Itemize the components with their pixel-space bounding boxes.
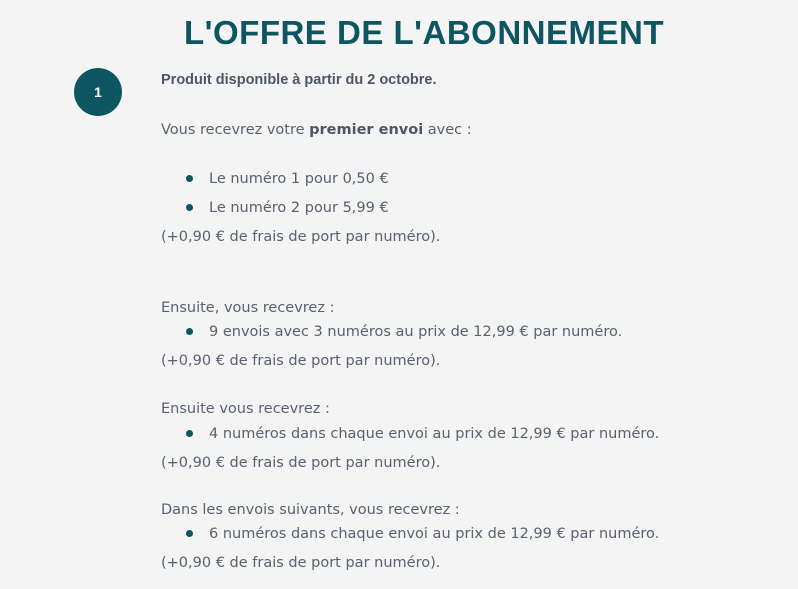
section-intro: Ensuite, vous recevrez : bbox=[161, 300, 335, 316]
list-item bbox=[186, 524, 659, 544]
page-title: L'OFFRE DE L'ABONNEMENT bbox=[183, 14, 664, 51]
shipping-note: (+0,90 € de frais de port par numéro). bbox=[161, 353, 441, 369]
first-shipment-intro-prefix: Vous recevrez votre bbox=[161, 122, 310, 138]
bullet-icon bbox=[186, 530, 193, 537]
list-item-text: 9 envois avec 3 numéros au prix de 12,99 € par numéro. bbox=[209, 324, 623, 340]
list-item bbox=[186, 169, 389, 189]
list-item-text: 4 numéros dans chaque envoi au prix de 12,99 € par numéro. bbox=[209, 426, 660, 442]
bullet-icon bbox=[186, 430, 193, 437]
shipping-note: (+0,90 € de frais de port par numéro). bbox=[161, 229, 441, 245]
bullet-icon bbox=[186, 175, 193, 182]
list-item bbox=[186, 198, 389, 218]
shipping-note: (+0,90 € de frais de port par numéro). bbox=[161, 455, 441, 471]
section-intro: Dans les envois suivants, vous recevrez : bbox=[161, 502, 460, 518]
step-number-badge: 1 bbox=[74, 68, 122, 116]
list-item-text: Le numéro 2 pour 5,99 € bbox=[209, 200, 389, 216]
first-shipment-intro-bold: premier envoi bbox=[309, 122, 424, 138]
list-item-text: Le numéro 1 pour 0,50 € bbox=[209, 171, 389, 187]
list-item-text: 6 numéros dans chaque envoi au prix de 12,99 € par numéro. bbox=[209, 526, 660, 542]
first-shipment-intro-suffix: avec : bbox=[423, 122, 472, 138]
availability-note: Produit disponible à partir du 2 octobre. bbox=[161, 72, 437, 88]
bullet-icon bbox=[186, 328, 193, 335]
list-item bbox=[186, 322, 622, 342]
list-item bbox=[186, 424, 659, 444]
shipping-note: (+0,90 € de frais de port par numéro). bbox=[161, 555, 441, 571]
section-intro: Ensuite vous recevrez : bbox=[161, 401, 330, 417]
first-shipment-intro bbox=[161, 120, 472, 140]
bullet-icon bbox=[186, 204, 193, 211]
